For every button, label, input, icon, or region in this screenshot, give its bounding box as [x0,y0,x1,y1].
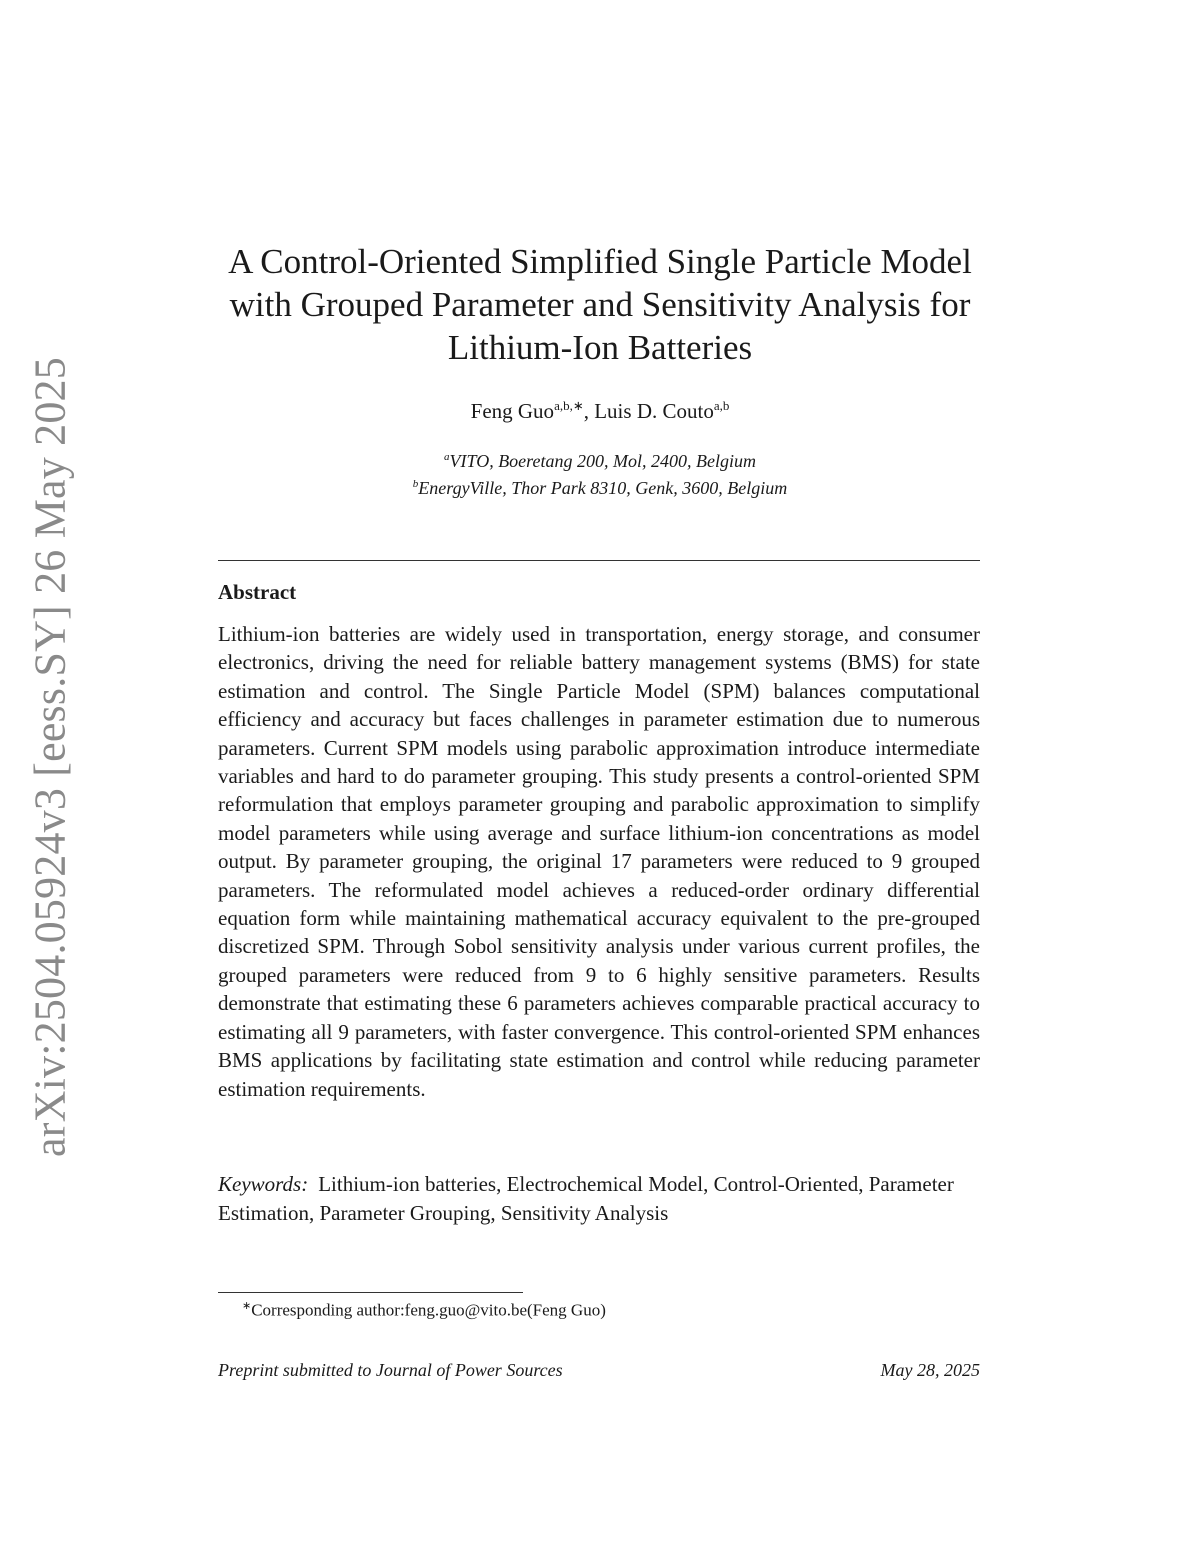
affiliation-b-text: EnergyVille, Thor Park 8310, Genk, 3600, Belgium [418,478,788,498]
preprint-note: Preprint submitted to Journal of Power Sources [218,1360,563,1380]
author-1-affiliation-marks: a,b,∗ [554,398,584,413]
title-line-1: A Control-Oriented Simplified Single Particle Model [228,242,972,281]
footer-date: May 28, 2025 [880,1360,980,1380]
affiliation-a-mark: a [444,451,450,463]
keywords [218,1170,980,1227]
author-2-affiliation-marks: a,b [713,398,730,413]
arxiv-identifier-stamp: arXiv:2504.05924v3 [eess.SY] 26 May 2025 [25,357,75,1157]
paper-title [200,240,1000,369]
affiliation-a [200,446,1000,473]
affiliation-b [200,473,1000,500]
corresponding-author-footnote [242,1299,606,1321]
author-separator: , [583,399,595,423]
affiliations [200,446,1000,500]
abstract-top-rule [218,560,980,561]
affiliation-b-mark: b [412,478,419,490]
keywords-text: Lithium-ion batteries, Electrochemical Model, Control-Oriented, Parameter Estimation, Parameter Grouping, Sensitivity Analysis [218,1172,954,1225]
abstract-body: Lithium-ion batteries are widely used in transportation, energy storage, and consumer electronics, driving the need for reliable battery management systems (BMS) for state estimation and control. The Single Particle Model (SPM) balances computational efficiency and accuracy but faces challenges in parameter estimation due to numerous parameters. Current SPM models using parabolic approximation introduce intermediate variables and hard to do parameter grouping. This study presents a control-oriented SPM reformulation that employs parameter grouping and parabolic approximation to simplify model parameters while using average and surface lithium-ion concentrations as model output. By parameter grouping, the original 17 parameters were reduced to 9 grouped parameters. The reformulated model achieves a reduced-order ordinary differential equation form while maintaining mathematical accuracy equivalent to the pre-grouped discretized SPM. Through Sobol sensitivity analysis under various current profiles, the grouped parameters were reduced from 9 to 6 highly sensitive parameters. Results demonstrate that estimating these 6 parameters achieves comparable practical accuracy to estimating all 9 parameters, with faster convergence. This control-oriented SPM enhances BMS applications by facilitating state estimation and control while reducing parameter estimation requirements. [218,622,980,1101]
footnote-text: Corresponding author:feng.guo@vito.be(Feng Guo) [251,1300,606,1320]
affiliation-a-text: VITO, Boeretang 200, Mol, 2400, Belgium [449,451,756,471]
footnote-mark: ∗ [242,1300,252,1312]
title-line-2: with Grouped Parameter and Sensitivity Analysis for [229,285,971,324]
author-list [200,398,1000,424]
author-1-name: Feng Guo [470,399,555,423]
title-line-3: Lithium-Ion Batteries [447,328,753,367]
footnote-rule [218,1292,523,1293]
keywords-label: Keywords: [218,1172,309,1196]
abstract-heading: Abstract [218,580,297,604]
author-2-name: Luis D. Couto [594,399,714,423]
